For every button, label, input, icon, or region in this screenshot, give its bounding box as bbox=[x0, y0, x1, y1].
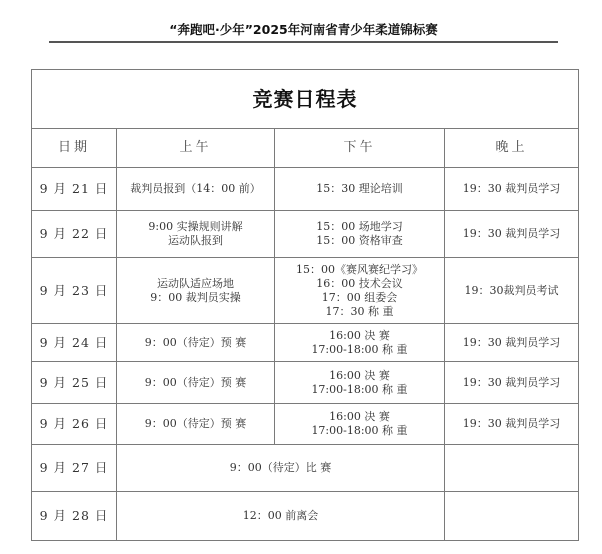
date-cell: 9 月 27 日 bbox=[32, 445, 117, 492]
morning-cell bbox=[117, 211, 275, 258]
table-row bbox=[32, 168, 579, 211]
afternoon-item: 17:00-18:00 称 重 bbox=[311, 424, 408, 437]
morning-cell bbox=[117, 404, 275, 445]
afternoon-cell bbox=[275, 258, 445, 324]
date-cell: 9 月 25 日 bbox=[32, 362, 117, 404]
day-merged-cell bbox=[117, 445, 445, 492]
evening-cell-empty bbox=[445, 445, 579, 492]
day-item: 12：00 前离会 bbox=[242, 509, 319, 522]
afternoon-item: 17：30 称 重 bbox=[325, 304, 394, 318]
day-item: 9：00（待定）比 赛 bbox=[229, 461, 332, 474]
header-divider bbox=[49, 41, 558, 43]
table-title-row bbox=[32, 70, 579, 129]
date-cell: 9 月 24 日 bbox=[32, 324, 117, 362]
evening-cell bbox=[445, 168, 579, 211]
column-header-afternoon: 下午 bbox=[275, 129, 445, 168]
morning-cell bbox=[117, 324, 275, 362]
table-row bbox=[32, 258, 579, 324]
table-row bbox=[32, 404, 579, 445]
date-cell: 9 月 21 日 bbox=[32, 168, 117, 211]
afternoon-cell bbox=[275, 211, 445, 258]
evening-cell bbox=[445, 362, 579, 404]
evening-item: 19：30 裁判员学习 bbox=[462, 375, 561, 389]
evening-item: 19：30 裁判员学习 bbox=[462, 335, 561, 349]
date-cell: 9 月 26 日 bbox=[32, 404, 117, 445]
table-row bbox=[32, 324, 579, 362]
morning-item: 9：00（待定）预 赛 bbox=[144, 335, 247, 349]
date-cell: 9 月 28 日 bbox=[32, 492, 117, 541]
afternoon-cell bbox=[275, 324, 445, 362]
afternoon-item: 15：00 资格审查 bbox=[316, 234, 403, 247]
morning-item: 运动队适应场地 bbox=[157, 276, 234, 290]
afternoon-item: 17:00-18:00 称 重 bbox=[311, 382, 408, 396]
table-row bbox=[32, 362, 579, 404]
morning-item: 9：00（待定）预 赛 bbox=[144, 375, 247, 389]
afternoon-item: 15：00《赛风赛纪学习》 bbox=[296, 262, 423, 276]
morning-item: 裁判员报到（14：00 前） bbox=[130, 182, 261, 195]
column-header-evening: 晚上 bbox=[445, 129, 579, 168]
evening-cell bbox=[445, 258, 579, 324]
document-header-title: “奔跑吧·少年”2025年河南省青少年柔道锦标赛 bbox=[169, 22, 438, 37]
morning-cell bbox=[117, 168, 275, 211]
afternoon-cell bbox=[275, 404, 445, 445]
morning-cell bbox=[117, 362, 275, 404]
afternoon-item: 16：00 技术会议 bbox=[316, 276, 403, 290]
morning-item: 运动队报到 bbox=[168, 234, 223, 247]
evening-item: 19：30 裁判员学习 bbox=[462, 417, 561, 430]
afternoon-cell bbox=[275, 362, 445, 404]
afternoon-item: 17:00-18:00 称 重 bbox=[311, 342, 408, 356]
evening-item: 19：30 裁判员学习 bbox=[462, 227, 561, 240]
evening-cell bbox=[445, 211, 579, 258]
morning-item: 9：00 裁判员实操 bbox=[150, 290, 241, 304]
afternoon-item: 15：30 理论培训 bbox=[316, 182, 403, 195]
date-cell: 9 月 22 日 bbox=[32, 211, 117, 258]
morning-item: 9:00 实操规则讲解 bbox=[148, 220, 243, 233]
afternoon-item: 16:00 决 赛 bbox=[329, 328, 390, 342]
evening-item: 19：30裁判员考试 bbox=[464, 283, 559, 297]
afternoon-item: 17：00 组委会 bbox=[321, 290, 398, 304]
morning-item: 9：00（待定）预 赛 bbox=[144, 417, 247, 430]
day-merged-cell bbox=[117, 492, 445, 541]
afternoon-item: 15：00 场地学习 bbox=[316, 220, 403, 233]
table-row bbox=[32, 492, 579, 541]
evening-cell bbox=[445, 324, 579, 362]
table-row bbox=[32, 445, 579, 492]
schedule-table bbox=[31, 69, 579, 541]
column-header-morning: 上午 bbox=[117, 129, 275, 168]
date-cell: 9 月 23 日 bbox=[32, 258, 117, 324]
evening-item: 19：30 裁判员学习 bbox=[462, 182, 561, 195]
table-header-row bbox=[32, 129, 579, 168]
morning-cell bbox=[117, 258, 275, 324]
afternoon-item: 16:00 决 赛 bbox=[329, 368, 390, 382]
column-header-date: 日期 bbox=[32, 129, 117, 168]
afternoon-item: 16:00 决 赛 bbox=[329, 410, 390, 423]
evening-cell bbox=[445, 404, 579, 445]
table-row bbox=[32, 211, 579, 258]
table-title: 竞赛日程表 bbox=[32, 70, 579, 129]
afternoon-cell bbox=[275, 168, 445, 211]
evening-cell-empty bbox=[445, 492, 579, 541]
